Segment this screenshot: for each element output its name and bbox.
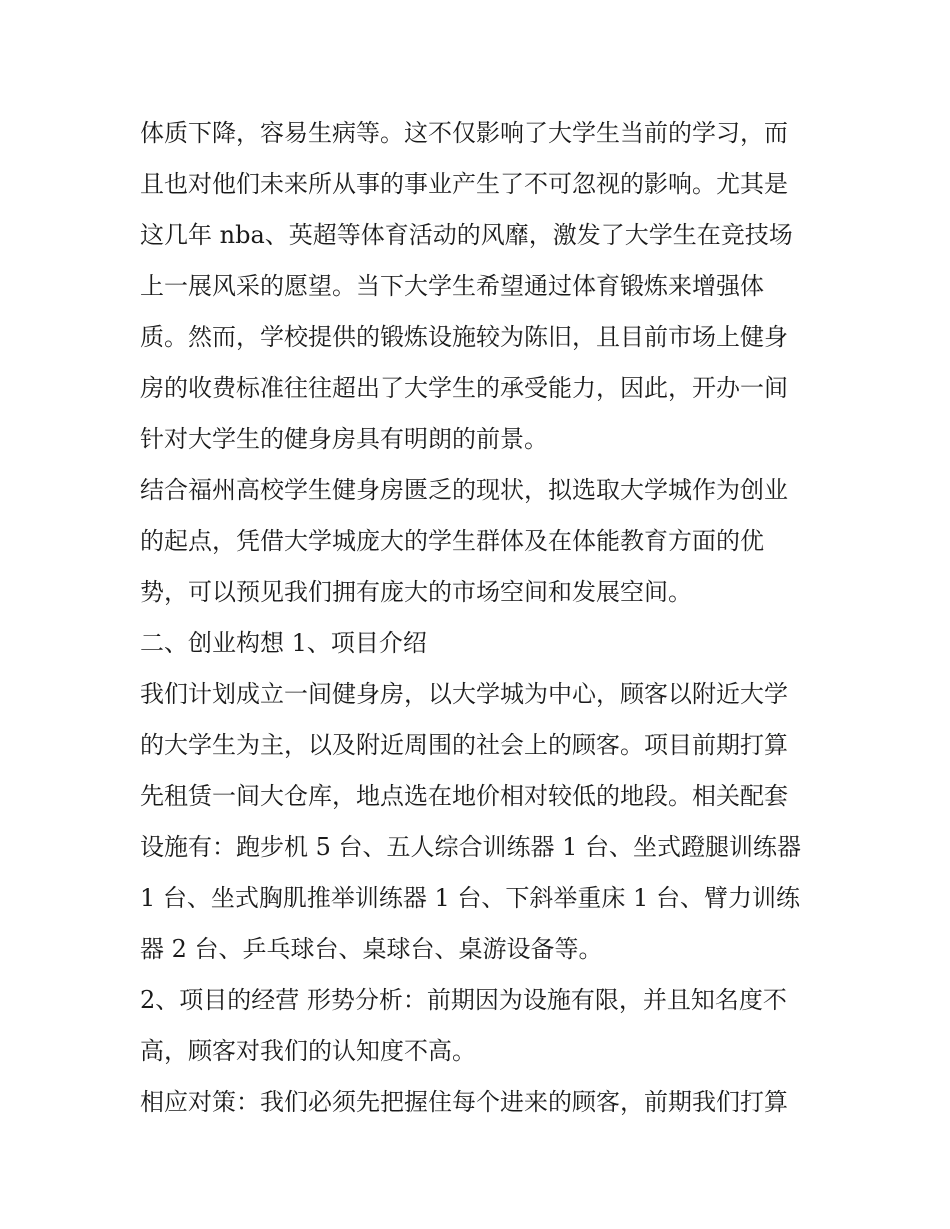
text-line-2: 且也对他们未来所从事的事业产生了不可忽视的影响。尤其是 [140,170,788,198]
text-line-16: 1 台、坐式胸肌推举训练器 1 台、下斜举重床 1 台、臂力训练 [140,884,800,912]
text-line-8: 结合福州高校学生健身房匮乏的现状，拟选取大学城作为创业 [140,476,788,504]
text-line-9: 的起点，凭借大学城庞大的学生群体及在体能教育方面的优 [140,527,764,555]
text-line-5: 质。然而，学校提供的锻炼设施较为陈旧，且目前市场上健身 [140,323,788,351]
text-line-4: 上一展风采的愿望。当下大学生希望通过体育锻炼来增强体 [140,272,764,300]
body-text [140,108,820,1128]
text-line-1: 体质下降，容易生病等。这不仅影响了大学生当前的学习，而 [140,119,788,147]
text-line-20: 相应对策：我们必须先把握住每个进来的顾客，前期我们打算 [140,1088,788,1116]
text-line-19: 高，顾客对我们的认知度不高。 [140,1037,476,1065]
text-line-14: 先租赁一间大仓库，地点选在地价相对较低的地段。相关配套 [140,782,788,810]
section-heading: 二、创业构想 1、项目介绍 [140,629,427,657]
text-line-17: 器 2 台、乒乓球台、桌球台、桌游设备等。 [140,935,603,963]
text-line-18: 2、项目的经营 形势分析：前期因为设施有限，并且知名度不 [140,986,787,1014]
text-line-6: 房的收费标准往往超出了大学生的承受能力，因此，开办一间 [140,374,788,402]
text-line-15: 设施有：跑步机 5 台、五人综合训练器 1 台、坐式蹬腿训练器 [140,833,802,861]
text-line-7: 针对大学生的健身房具有明朗的前景。 [140,425,548,453]
text-line-13: 的大学生为主，以及附近周围的社会上的顾客。项目前期打算 [140,731,788,759]
text-line-10: 势，可以预见我们拥有庞大的市场空间和发展空间。 [140,578,692,606]
text-line-12: 我们计划成立一间健身房，以大学城为中心，顾客以附近大学 [140,680,788,708]
text-line-3: 这几年 nba、英超等体育活动的风靡，激发了大学生在竞技场 [140,221,793,249]
